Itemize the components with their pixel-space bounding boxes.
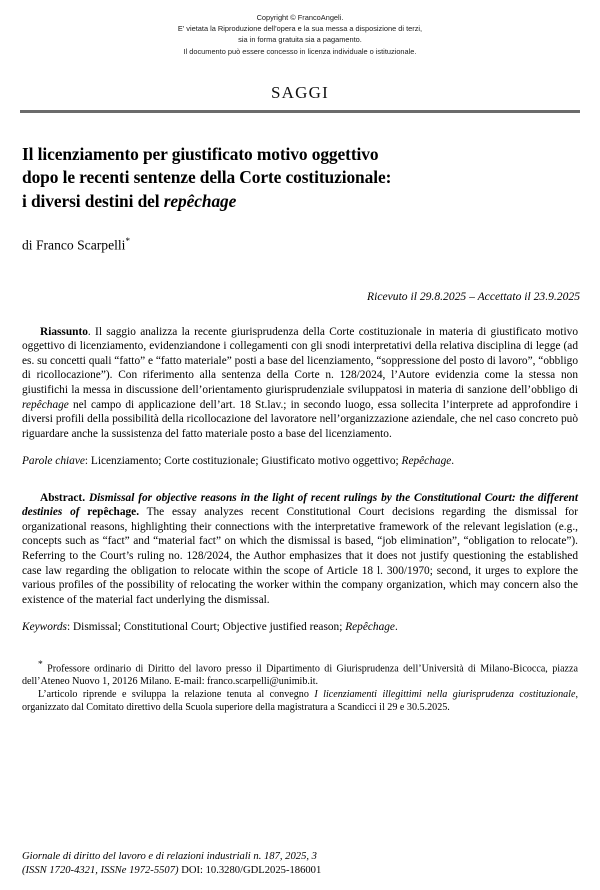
title-line-3-prefix: i diversi destini del xyxy=(22,190,164,211)
riassunto-body-part-2: nel campo di applicazione dell’art. 18 St.lav.; in secondo luogo, essa sollecita l’interprete ad approfondire i diversi profili della possibilità della ricollocazione del lavoratore nell’organizzazione aziendale, che nel caso concreto può riguardare anche la sussistenza del fatto materiale posto a base del licenziamento. xyxy=(22,398,578,440)
keywords xyxy=(22,620,578,635)
footnote-note-part-2: , organizzato dal Comitato direttivo della Scuola superiore della magistratura a Scandicci il 29 e 30.5.2025. xyxy=(22,689,578,714)
riassunto-body-part-1: . Il saggio analizza la recente giurisprudenza della Corte costituzionale in materia di giustificato motivo oggettivo di licenziamento, evidenziandone i collegamenti con gli snodi interpretativi della relativa disciplina di legge (ad es. su concetti quali “fatto” e “fatto materiale” posti a base del licenziamento, “soppressione del posto di lavoro”, “obbligo di ricollocazione”). Con riferimento alla sentenza della Corte n. 128/2024, l’Autore evidenzia come la stessa non giustifichi la messa in discussione dell’orientamento giurisprudenziale sviluppatosi in materia di sanzione dell’obbligo di xyxy=(22,325,578,397)
keywords-end: . xyxy=(394,621,398,634)
page-title xyxy=(22,143,578,214)
footnote-note-italic: I licenziamenti illegittimi nella giurisprudenza costituzionale xyxy=(314,689,576,701)
author-name: di Franco Scarpelli xyxy=(22,237,126,253)
journal-footer xyxy=(22,850,580,878)
parole-chiave-separator: : xyxy=(84,455,91,468)
section-divider xyxy=(20,110,580,113)
footnote-block xyxy=(22,659,578,714)
copyright-line-4: Il documento può essere concesso in licenza individuale o istituzionale. xyxy=(183,46,417,56)
footnote-note xyxy=(22,688,578,714)
footnote-note-part-1: L’articolo riprende e sviluppa la relazione tenuta al convegno xyxy=(38,689,315,701)
journal-issn-doi-line xyxy=(22,864,580,878)
abstract-title-upright: repêchage. xyxy=(87,506,140,519)
riassunto-italic-term: repêchage xyxy=(22,398,69,411)
copyright-line-2: E' vietata la Riproduzione dell’opera e la sua messa a disposizione di terzi, xyxy=(177,24,423,34)
parole-chiave xyxy=(22,454,578,469)
keywords-separator: : xyxy=(66,621,73,634)
journal-doi: DOI: 10.3280/GDL2025-186001 xyxy=(178,865,322,876)
author-footnote-marker: * xyxy=(125,236,130,247)
abstract-italian xyxy=(22,325,578,441)
parole-chiave-end: . xyxy=(451,455,455,468)
section-heading: SAGGI xyxy=(271,82,329,102)
copyright-line-3: sia in forma gratuita sia a pagamento. xyxy=(238,35,362,45)
abstract-english xyxy=(22,491,578,607)
parole-chiave-label: Parole chiave xyxy=(22,455,85,468)
copyright-line-1: Copyright © FrancoAngeli. xyxy=(256,13,344,22)
author-byline xyxy=(22,236,578,254)
copyright-notice xyxy=(0,0,600,57)
abstract-body: The essay analyzes recent Constitutional Court decisions regarding the dismissal for organizational reasons, highlighting their connections with the interpretative framework of the relevant legislation (e.g., concepts such as “fact” and “material fact” on which the dismissal is based, “job elimination”, “obligation to relocate”). Referring to the Court’s ruling no. 128/2024, the Author emphasizes that it does not justify questioning the established case law regarding the obligation to relocate within the scope of Article 18 l. 300/1970; second, it urges to explore the various profiles of the possibility of relocating the worker within the company organization, which may concern also the existence of the material fact underlying the dismissal. xyxy=(22,506,578,606)
abstract-label: Abstract. xyxy=(40,491,86,504)
abstract-title-italic: Dismissal for objective reasons in the light of recent rulings by the Constitutional Court: the different destinies of xyxy=(22,491,578,519)
footnote-affiliation-text: Professore ordinario di Diritto del lavoro presso il Dipartimento di Giurisprudenza dell’Università di Milano-Bicocca, piazza dell’Ateneo Nuovo 1, 20126 Milano. E-mail: franco.scarpelli@unimib.it. xyxy=(22,663,578,688)
title-line-1: Il licenziamento per giustificato motivo oggettivo xyxy=(22,143,379,164)
riassunto-label: Riassunto xyxy=(40,325,88,338)
parole-chiave-last-italic: Repêchage xyxy=(401,455,452,468)
keywords-last-italic: Repêchage xyxy=(345,621,395,634)
keywords-label: Keywords xyxy=(22,621,67,634)
title-line-3-italic: repêchage xyxy=(163,190,237,211)
title-line-2: dopo le recenti sentenze della Corte costituzionale: xyxy=(22,167,392,188)
journal-issn: (ISSN 1720-4321, ISSNe 1972-5507) xyxy=(22,865,179,876)
dateline: Ricevuto il 29.8.2025 – Accettato il 23.9.2025 xyxy=(367,289,580,303)
keywords-items: Dismissal; Constitutional Court; Objective justified reason; xyxy=(72,621,346,634)
footnote-marker: * xyxy=(38,659,43,670)
footnote-affiliation xyxy=(22,659,578,688)
journal-name-line: Giornale di diritto del lavoro e di relazioni industriali n. 187, 2025, 3 xyxy=(22,851,317,862)
parole-chiave-items: Licenziamento; Corte costituzionale; Giustificato motivo oggettivo; xyxy=(90,455,402,468)
